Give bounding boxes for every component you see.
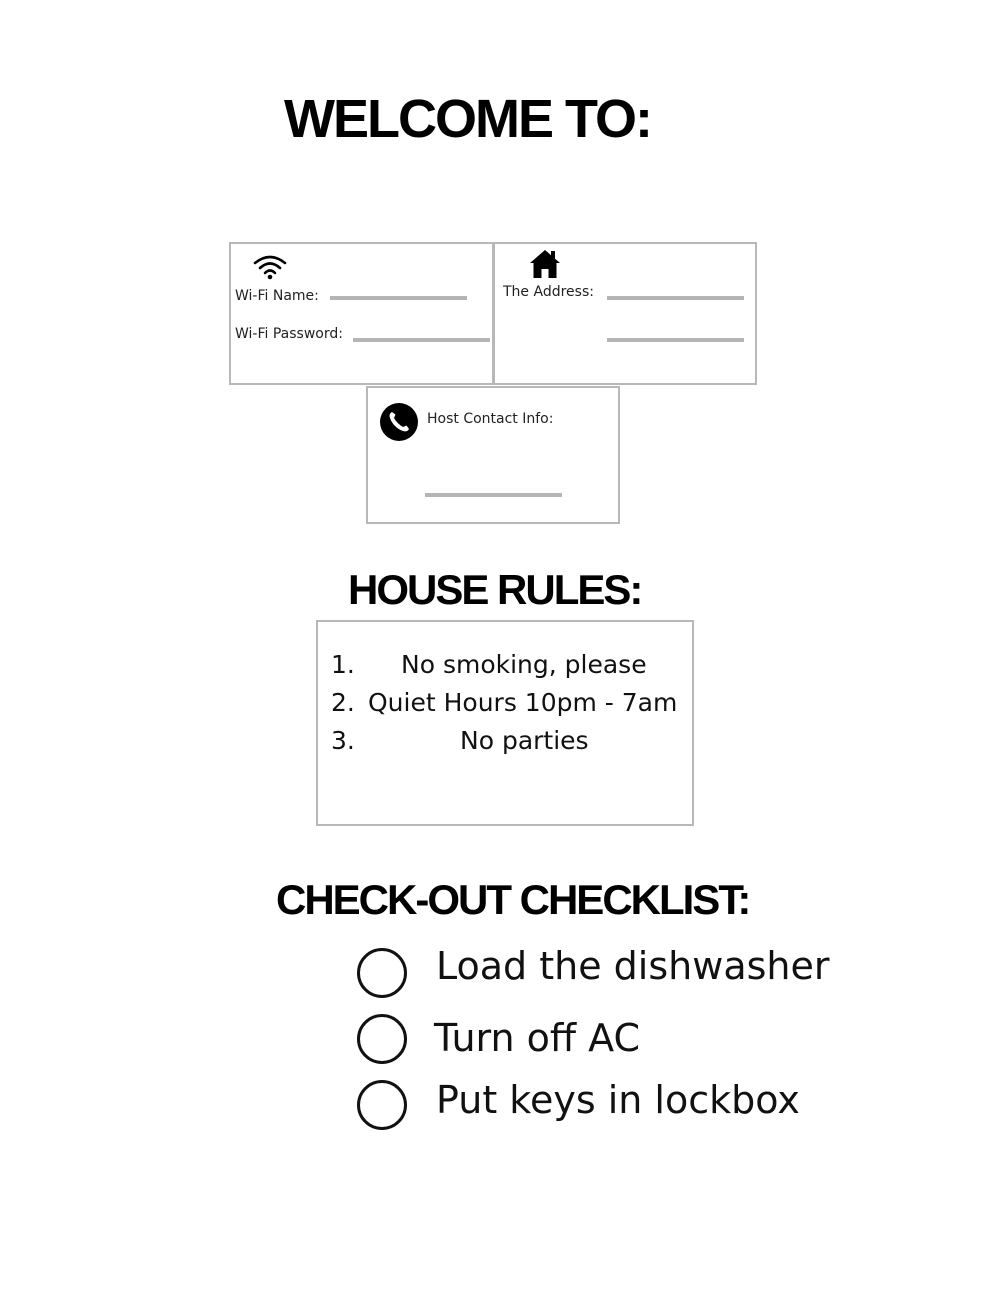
checkbox-ac[interactable]: [357, 1014, 407, 1064]
host-contact-label: Host Contact Info:: [427, 411, 554, 427]
house-icon: [528, 248, 562, 280]
rule-number-1: 1.: [331, 650, 355, 679]
wifi-password-line: [353, 338, 490, 342]
checklist-item-lockbox: Put keys in lockbox: [436, 1078, 800, 1122]
address-label: The Address:: [503, 284, 594, 300]
wifi-card: [229, 242, 494, 385]
wifi-icon: [253, 254, 287, 280]
rule-text-1: No smoking, please: [401, 650, 647, 679]
wifi-name-line: [330, 296, 467, 300]
checklist-item-dishwasher: Load the dishwasher: [436, 944, 830, 988]
rule-text-2: Quiet Hours 10pm - 7am: [368, 688, 678, 717]
house-rules-title: HOUSE RULES:: [348, 566, 642, 613]
host-contact-line: [425, 493, 562, 497]
phone-icon: [379, 402, 419, 442]
wifi-name-label: Wi-Fi Name:: [235, 288, 319, 304]
rule-number-2: 2.: [331, 688, 355, 717]
checkbox-lockbox[interactable]: [357, 1080, 407, 1130]
checklist-item-ac: Turn off AC: [434, 1016, 641, 1060]
rule-text-3: No parties: [460, 726, 589, 755]
checkout-title: CHECK-OUT CHECKLIST:: [276, 876, 750, 923]
checkbox-dishwasher[interactable]: [357, 948, 407, 998]
wifi-password-label: Wi-Fi Password:: [235, 326, 343, 342]
address-line-2: [607, 338, 744, 342]
host-contact-card: [366, 386, 620, 524]
rule-number-3: 3.: [331, 726, 355, 755]
welcome-title: WELCOME TO:: [284, 89, 651, 149]
address-card: [493, 242, 757, 385]
address-line-1: [607, 296, 744, 300]
